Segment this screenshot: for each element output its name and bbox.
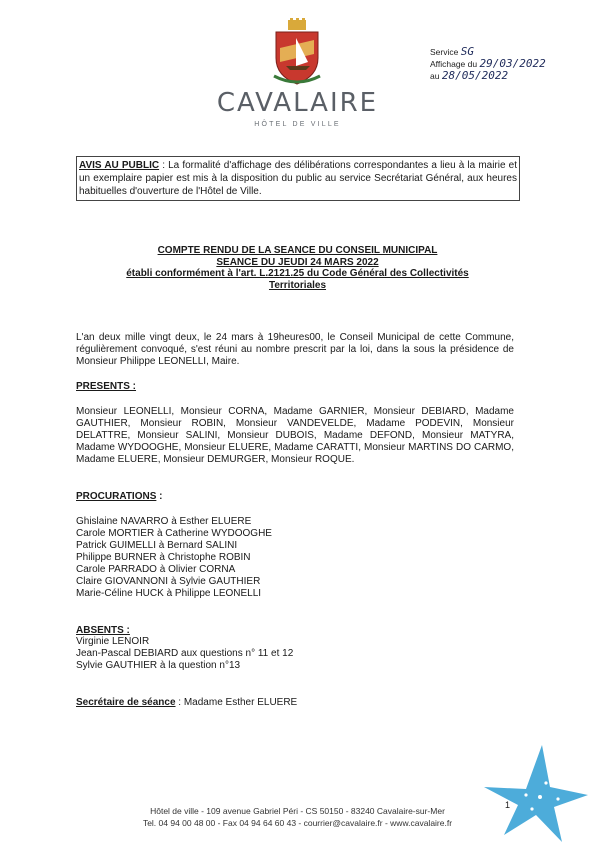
procuration-item: Claire GIOVANNONI à Sylvie GAUTHIER xyxy=(76,576,261,587)
footer-line-1: Hôtel de ville - 109 avenue Gabriel Péri - CS 50150 - 83240 Cavalaire-sur-Mer xyxy=(150,806,445,816)
presents-heading: PRESENTS : xyxy=(76,381,137,392)
procuration-item: Marie-Céline HUCK à Philippe LEONELLI xyxy=(76,588,262,599)
title-line-2: SEANCE DU JEUDI 24 MARS 2022 xyxy=(216,256,379,268)
footer-address xyxy=(60,805,535,829)
absents-list xyxy=(76,636,514,672)
secretary-label: Secrétaire de séance xyxy=(76,697,176,708)
title-line-3: établi conformément à l'art. L.2121.25 du Code Général des Collectivités xyxy=(126,268,469,279)
footer-line-2: Tel. 04 94 00 48 00 - Fax 04 94 64 60 43 - courrier@cavalaire.fr - www.cavalaire.fr xyxy=(142,818,453,828)
procurations-heading-wrap xyxy=(76,491,162,502)
stamp-service-value: SG xyxy=(460,45,474,58)
brand-name: CAVALAIRE xyxy=(216,88,379,118)
intro-paragraph: L'an deux mille vingt deux, le 24 mars à 19heures00, le Conseil Municipal de cette Commune, régulièrement convoqué, s'est réuni au nombre prescrit par la loi, dans la sous la présidence de Monsieur Philippe LEONELLI, Maire. xyxy=(76,332,514,367)
procuration-item: Philippe BURNER à Christophe ROBIN xyxy=(76,552,251,563)
stamp-service-label: Service xyxy=(430,47,459,57)
absent-item: Sylvie GAUTHIER à la question n°13 xyxy=(76,660,241,671)
stamp-au-value: 28/05/2022 xyxy=(441,69,509,82)
procurations-heading: PROCURATIONS xyxy=(76,491,157,502)
procurations-list xyxy=(76,516,514,600)
posting-stamp xyxy=(430,46,580,82)
secretary-line xyxy=(76,697,297,709)
procuration-item: Patrick GUIMELLI à Bernard SALINI xyxy=(76,540,238,551)
document-title xyxy=(90,245,505,291)
absent-item: Virginie LENOIR xyxy=(76,636,150,647)
notice-label: AVIS AU PUBLIC xyxy=(79,160,160,171)
page-number: 1 xyxy=(505,800,511,810)
brand-subtitle: HÔTEL DE VILLE xyxy=(254,121,341,128)
procuration-item: Carole MORTIER à Catherine WYDOOGHE xyxy=(76,528,272,539)
stamp-affichage-label: Affichage du xyxy=(430,59,478,69)
town-crest-logo xyxy=(268,18,326,90)
title-line-4: Territoriales xyxy=(268,279,327,291)
public-notice-box xyxy=(76,156,520,201)
title-line-1: COMPTE RENDU DE LA SEANCE DU CONSEIL MUNICIPAL xyxy=(157,245,438,256)
absent-item: Jean-Pascal DEBIARD aux questions n° 11 et 12 xyxy=(76,648,294,659)
stamp-au-label: au xyxy=(430,71,440,81)
absents-heading: ABSENTS : xyxy=(76,625,130,636)
presents-list: Monsieur LEONELLI, Monsieur CORNA, Madame GARNIER, Monsieur DEBIARD, Madame GAUTHIER, Monsieur ROBIN, Monsieur VANDEVELDE, Madame PODEVIN, Monsieur DELATTRE, Monsieur SALINI, Monsieur DUBOIS, Madame DEFOND, Monsieur MATYRA, Madame WYDOOGHE, Monsieur ELUERE, Madame CARATTI, Monsieur MARTINS DO CARMO, Madame ELUERE, Monsieur DEMURGER, Monsieur ROQUE. xyxy=(76,406,514,465)
procuration-item: Carole PARRADO à Olivier CORNA xyxy=(76,564,236,575)
stamp-affichage-value: 29/03/2022 xyxy=(479,57,546,70)
secretary-value: : Madame Esther ELUERE xyxy=(175,697,298,708)
procurations-heading-suffix: : xyxy=(156,491,163,502)
notice-text: : La formalité d'affichage des délibérations correspondantes a lieu à la mairie et un exemplaire papier est mis à la disposition du public au service Secrétariat Général, aux heures habituelles d'ouverture de l'Hôtel de Ville. xyxy=(79,160,517,197)
procuration-item: Ghislaine NAVARRO à Esther ELUERE xyxy=(76,516,252,527)
